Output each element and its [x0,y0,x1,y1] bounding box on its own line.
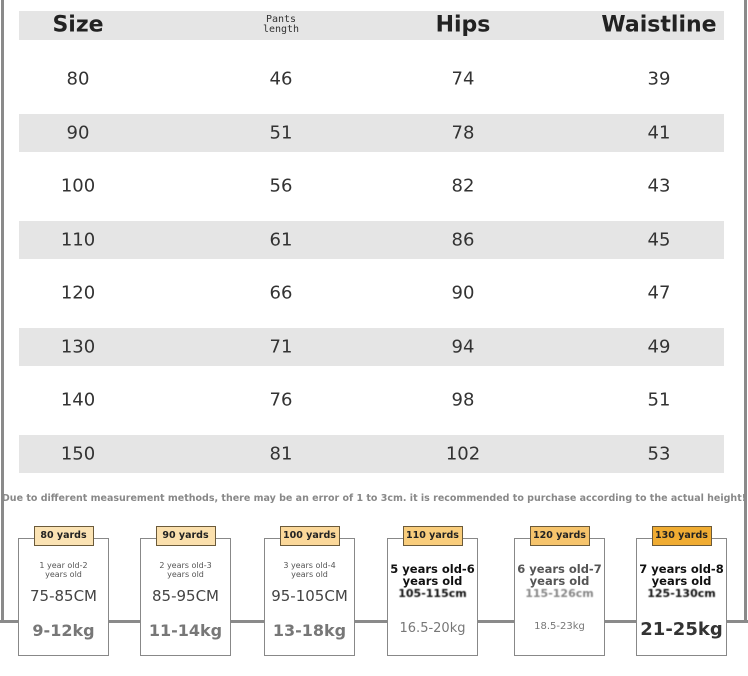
frame-left-line [1,0,4,623]
cell-hips: 82 [451,175,475,197]
cell-hips: 78 [451,122,475,143]
frame-right-line [744,0,747,623]
cell-pants-length: 71 [269,336,293,357]
cell-size: 100 [60,175,96,197]
age-line: years old [402,574,463,588]
size-card [264,530,355,656]
header-line: Pants [265,14,297,25]
cell-size: 140 [60,389,96,411]
age-line: 7 years old-8 [639,562,724,576]
header-waistline: Waistline [601,12,717,38]
cell-size: 90 [66,122,90,143]
cell-size: 110 [60,229,96,250]
header-pants-length [263,15,299,35]
cell-waistline: 43 [647,175,671,197]
age-line: 2 years old-3 [159,561,212,570]
cell-hips: 74 [451,68,475,90]
age-line: 5 years old-6 [390,562,475,576]
cell-size: 80 [66,68,90,90]
age-range [265,561,354,579]
age-range [19,561,108,579]
size-tag: 120 yards [530,526,590,546]
cell-hips: 102 [445,443,481,464]
row-band [19,328,724,366]
weight-range: 13-18kg [272,621,347,640]
height-range: 105-115cm [398,587,467,600]
header-size: Size [52,12,104,38]
age-line: 1 year old-2 [39,561,88,570]
cell-waistline: 45 [647,229,671,250]
weight-range: 21-25kg [640,619,723,640]
cell-pants-length: 81 [269,443,293,464]
row-band [19,221,724,259]
height-range: 95-105CM [271,587,348,605]
measurement-note: Due to different measurement methods, there may be an error of 1 to 3cm. it is recommended to purchase according to the actual height! [1,493,747,504]
cell-waistline: 39 [647,68,671,90]
height-range: 115-126cm [525,587,594,600]
cell-waistline: 41 [647,122,671,143]
cell-size: 150 [60,443,96,464]
size-card [18,530,109,656]
height-range: 125-130cm [647,587,716,600]
cell-waistline: 47 [647,282,671,304]
cell-pants-length: 76 [269,389,293,411]
row-band [19,114,724,152]
cell-pants-length: 61 [269,229,293,250]
cell-pants-length: 46 [269,68,293,90]
row-band [19,435,724,473]
cell-hips: 90 [451,282,475,304]
age-line: years old [529,574,590,588]
age-line: 3 years old-4 [283,561,336,570]
age-line: years old [291,570,328,579]
age-range [637,563,726,587]
cell-hips: 86 [451,229,475,250]
cell-waistline: 51 [647,389,671,411]
age-range [388,563,477,587]
cell-hips: 98 [451,389,475,411]
weight-range: 9-12kg [32,621,95,640]
age-range [141,561,230,579]
weight-range: 11-14kg [148,621,223,640]
size-tag: 100 yards [280,526,340,546]
weight-range: 18.5-23kg [534,621,585,632]
size-tag: 90 yards [156,526,216,546]
height-range: 75-85CM [29,587,97,605]
size-card [387,530,478,656]
age-line: years old [167,570,204,579]
size-tag: 110 yards [403,526,463,546]
age-line: years old [651,574,712,588]
cell-size: 120 [60,282,96,304]
cell-hips: 94 [451,336,475,357]
size-card [636,530,727,656]
size-card [514,530,605,656]
cell-waistline: 49 [647,336,671,357]
height-range: 85-95CM [151,587,219,605]
weight-range: 16.5-20kg [399,621,466,636]
cell-waistline: 53 [647,443,671,464]
age-line: years old [45,570,82,579]
age-range [515,563,604,587]
cell-size: 130 [60,336,96,357]
size-card [140,530,231,656]
cell-pants-length: 66 [269,282,293,304]
cell-pants-length: 56 [269,175,293,197]
size-tag: 130 yards [652,526,712,546]
age-line: 6 years old-7 [517,562,602,576]
header-hips: Hips [435,12,491,38]
size-tag: 80 yards [34,526,94,546]
header-line: length [262,24,300,35]
cell-pants-length: 51 [269,122,293,143]
